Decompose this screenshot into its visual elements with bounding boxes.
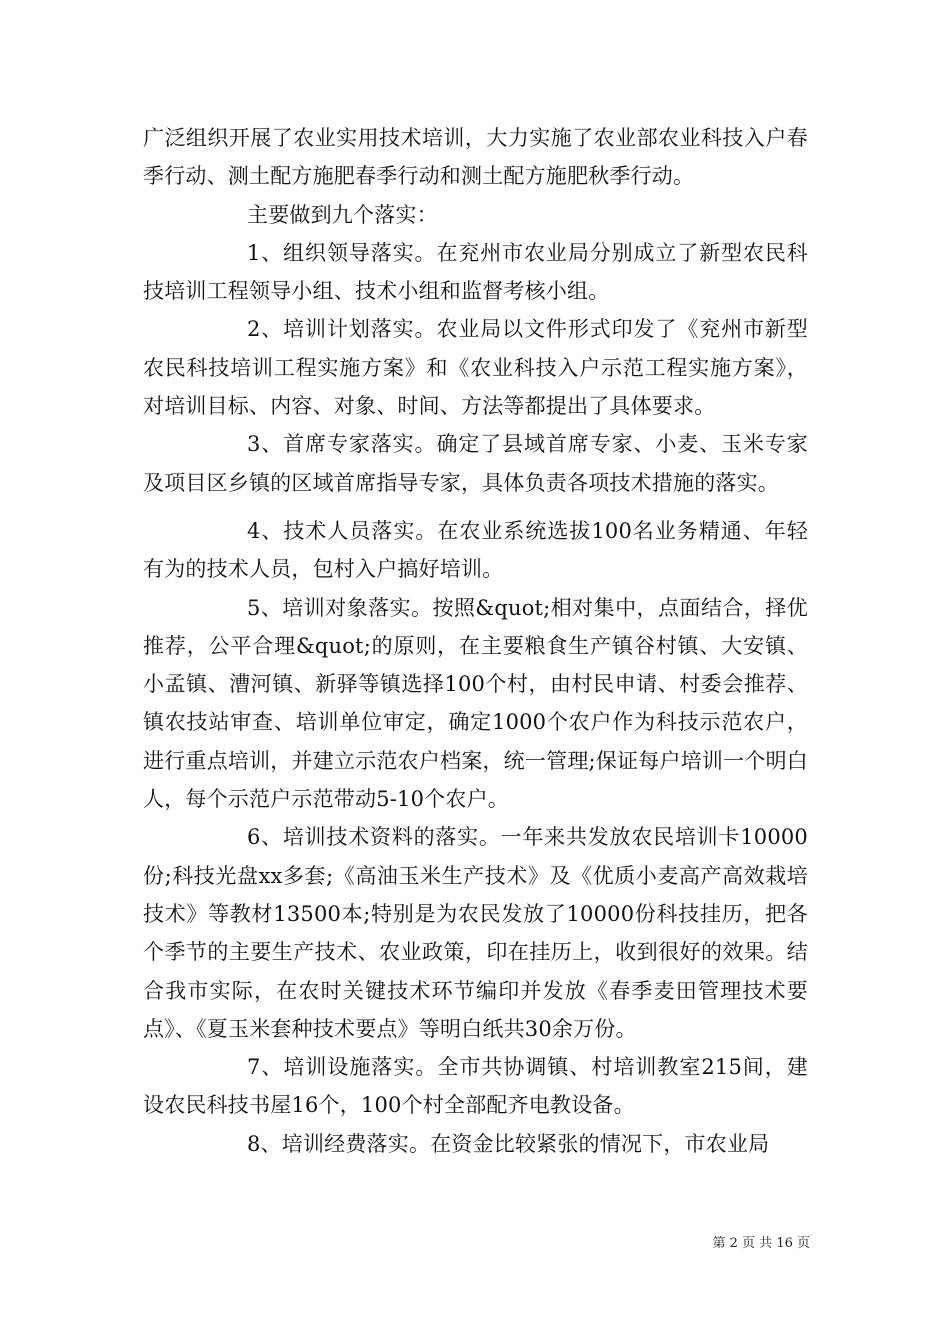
paragraph-summary: 主要做到九个落实： [247,202,438,227]
paragraph-item-7: 7、培训设施落实。全市共协调镇、村培训教室215间，建设农民科技书屋16个，100个村全部配齐电教设备。 [143,1055,808,1118]
paragraph-item-3: 3、首席专家落实。确定了县域首席专家、小麦、玉米专家及项目区乡镇的区域首席指导专家，具体负责各项技术措施的落实。 [143,432,808,495]
paragraph-item-8: 8、培训经费落实。在资金比较紧张的情况下，市农业局 [247,1131,770,1156]
paragraph-item-5: 5、培训对象落实。按照&quot;相对集中，点面结合，择优推荐，公平合理&quot;的原则，在主要粮食生产镇谷村镇、大安镇、小孟镇、漕河镇、新驿等镇选择100个村，由村民申请、村委会推荐、镇农技站审查、培训单位审定，确定1000个农户作为科技示范农户，进行重点培训，并建立示范农户档案，统一管理;保证每户培训一个明白人，每个示范户示范带动5-10个农户。 [143,595,808,812]
paragraph-item-1: 1、组织领导落实。在兖州市农业局分别成立了新型农民科技培训工程领导小组、技术小组和监督考核小组。 [143,240,808,304]
paragraph-item-6: 6、培训技术资料的落实。一年来共发放农民培训卡10000份;科技光盘xx多套;《高油玉米生产技术》及《优质小麦高产高效栽培技术》等教材13500本;特别是为农民发放了10000份科技挂历，把各个季节的主要生产技术、农业政策，印在挂历上，收到很好的效果。结合我市实际，在农时关键技术环节编印并发放《春季麦田管理技术要点》、《夏玉米套种技术要点》等明白纸共30余万份。 [143,825,808,1041]
document-body [143,119,808,1163]
paragraph-intro: 广泛组织开展了农业实用技术培训，大力实施了农业部农业科技入户春季行动、测土配方施肥春季行动和测土配方施肥秋季行动。 [143,126,808,189]
page-number: 第 2 页 共 16 页 [712,1236,810,1251]
paragraph-item-2: 2、培训计划落实。农业局以文件形式印发了《兖州市新型农民科技培训工程实施方案》和《农业科技入户示范工程实施方案》，对培训目标、内容、对象、时间、方法等都提出了具体要求。 [143,317,808,419]
paragraph-item-4: 4、技术人员落实。在农业系统选拔100名业务精通、年轻有为的技术人员，包村入户搞好培训。 [143,518,808,582]
